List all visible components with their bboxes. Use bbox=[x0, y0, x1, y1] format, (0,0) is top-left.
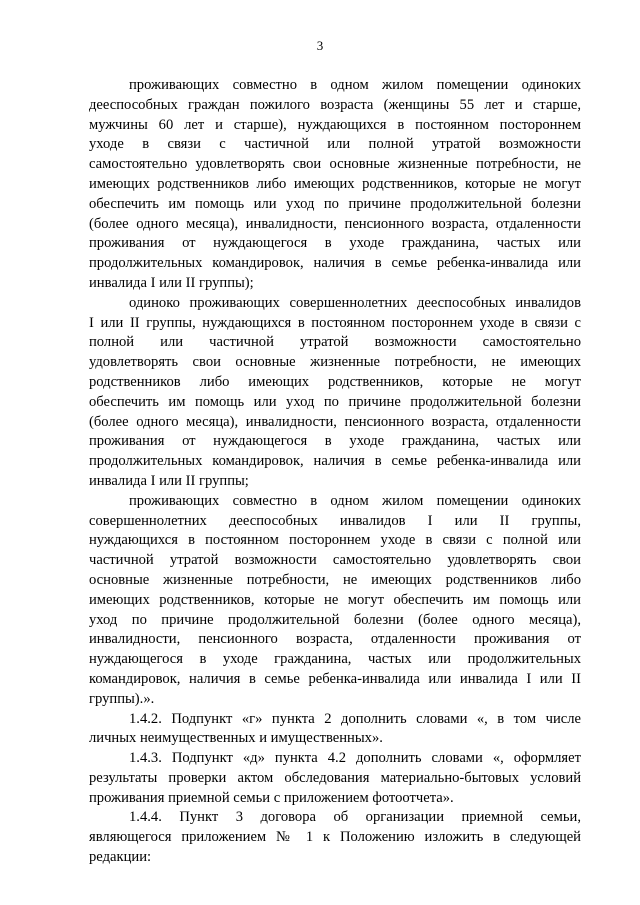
text-line: проживающих совместно в одном жилом помещении одиноких bbox=[129, 492, 581, 509]
text-line: проживающих совместно в одном жилом помещении одиноких bbox=[129, 77, 581, 93]
text-line: продолжительных командировок, наличия в семье ребенка-инвалида или bbox=[89, 453, 581, 470]
text-line: нуждающегося в уходе гражданина, частых или продолжительных bbox=[89, 651, 581, 668]
text-line: имеющих родственников либо имеющих родственников, которые не могут bbox=[89, 175, 581, 192]
text-line: частичной утратой возможности самостоятельно удовлетворять свои bbox=[89, 552, 581, 569]
text-line: продолжительных командировок, наличия в семье ребенка-инвалида или bbox=[89, 255, 581, 272]
text-line: обеспечить им помощь или уход по причине продолжительной болезни bbox=[89, 195, 581, 212]
text-line: 1.4.3. Подпункт «д» пункта 4.2 дополнить словами «, оформляет bbox=[129, 750, 581, 767]
text-line: 1.4.4. Пункт 3 договора об организации приемной семьи, bbox=[129, 809, 581, 826]
text-line: имеющих родственников, которые не могут обеспечить им помощь или bbox=[89, 591, 581, 608]
text-line: нуждающихся в постоянном постороннем уходе в связи с полной или bbox=[89, 532, 581, 549]
paragraph bbox=[89, 294, 581, 492]
paragraph bbox=[89, 710, 581, 750]
text-line: мужчины 60 лет и старше), нуждающихся в постоянном постороннем bbox=[89, 116, 581, 133]
text-line: (более одного месяца), инвалидности, пенсионного возраста, отдаленности bbox=[89, 215, 581, 232]
text-line: I или II группы, нуждающихся в постоянном постороннем уходе в связи с bbox=[89, 314, 581, 331]
text-line: инвалида I или II группы); bbox=[89, 274, 254, 291]
text-line: родственников либо имеющих родственников, которые не могут bbox=[89, 373, 581, 390]
text-line: командировок, наличия в семье ребенка-инвалида или инвалида I или II bbox=[89, 670, 581, 687]
text-line: личных неимущественных и имущественных». bbox=[89, 730, 383, 747]
paragraph bbox=[89, 76, 581, 294]
text-line: удовлетворять свои основные жизненные потребности, не имеющих bbox=[89, 354, 581, 371]
text-line: дееспособных граждан пожилого возраста (женщины 55 лет и старше, bbox=[89, 96, 581, 113]
text-line: являющегося приложением № 1 к Положению изложить в следующей bbox=[89, 829, 581, 846]
text-line: (более одного месяца), инвалидности, пенсионного возраста, отдаленности bbox=[89, 413, 581, 430]
text-line: группы).». bbox=[89, 690, 155, 707]
document-body bbox=[89, 76, 581, 868]
text-line: полной или частичной утратой возможности самостоятельно bbox=[89, 334, 581, 351]
text-line: проживания приемной семьи с приложением фотоотчета». bbox=[89, 789, 454, 806]
text-line: уход по причине продолжительной болезни (более одного месяца), bbox=[89, 611, 581, 628]
text-line: результаты проверки актом обследования материально-бытовых условий bbox=[89, 769, 581, 786]
text-line: уходе в связи с частичной или полной утратой возможности bbox=[89, 136, 581, 153]
text-line: инвалидности, пенсионного возраста, отдаленности проживания от bbox=[89, 631, 581, 648]
text-line: 1.4.2. Подпункт «г» пункта 2 дополнить словами «, в том числе bbox=[129, 710, 581, 727]
page-number: 3 bbox=[316, 38, 324, 53]
text-line: редакции: bbox=[89, 849, 152, 866]
text-line: самостоятельно удовлетворять свои основные жизненные потребности, не bbox=[89, 156, 581, 173]
text-line: совершеннолетних дееспособных инвалидов I или II группы, bbox=[89, 512, 581, 529]
text-line: проживания от нуждающегося в уходе гражданина, частых или bbox=[89, 235, 581, 252]
paragraph bbox=[89, 749, 581, 808]
paragraph bbox=[89, 492, 581, 710]
text-line: основные жизненные потребности, не имеющих родственников либо bbox=[89, 571, 581, 588]
text-line: инвалида I или II группы; bbox=[89, 472, 249, 489]
text-line: обеспечить им помощь или уход по причине продолжительной болезни bbox=[89, 393, 581, 410]
paragraph bbox=[89, 808, 581, 867]
text-line: одиноко проживающих совершеннолетних дееспособных инвалидов bbox=[129, 294, 581, 311]
text-line: проживания от нуждающегося в уходе гражданина, частых или bbox=[89, 433, 581, 450]
